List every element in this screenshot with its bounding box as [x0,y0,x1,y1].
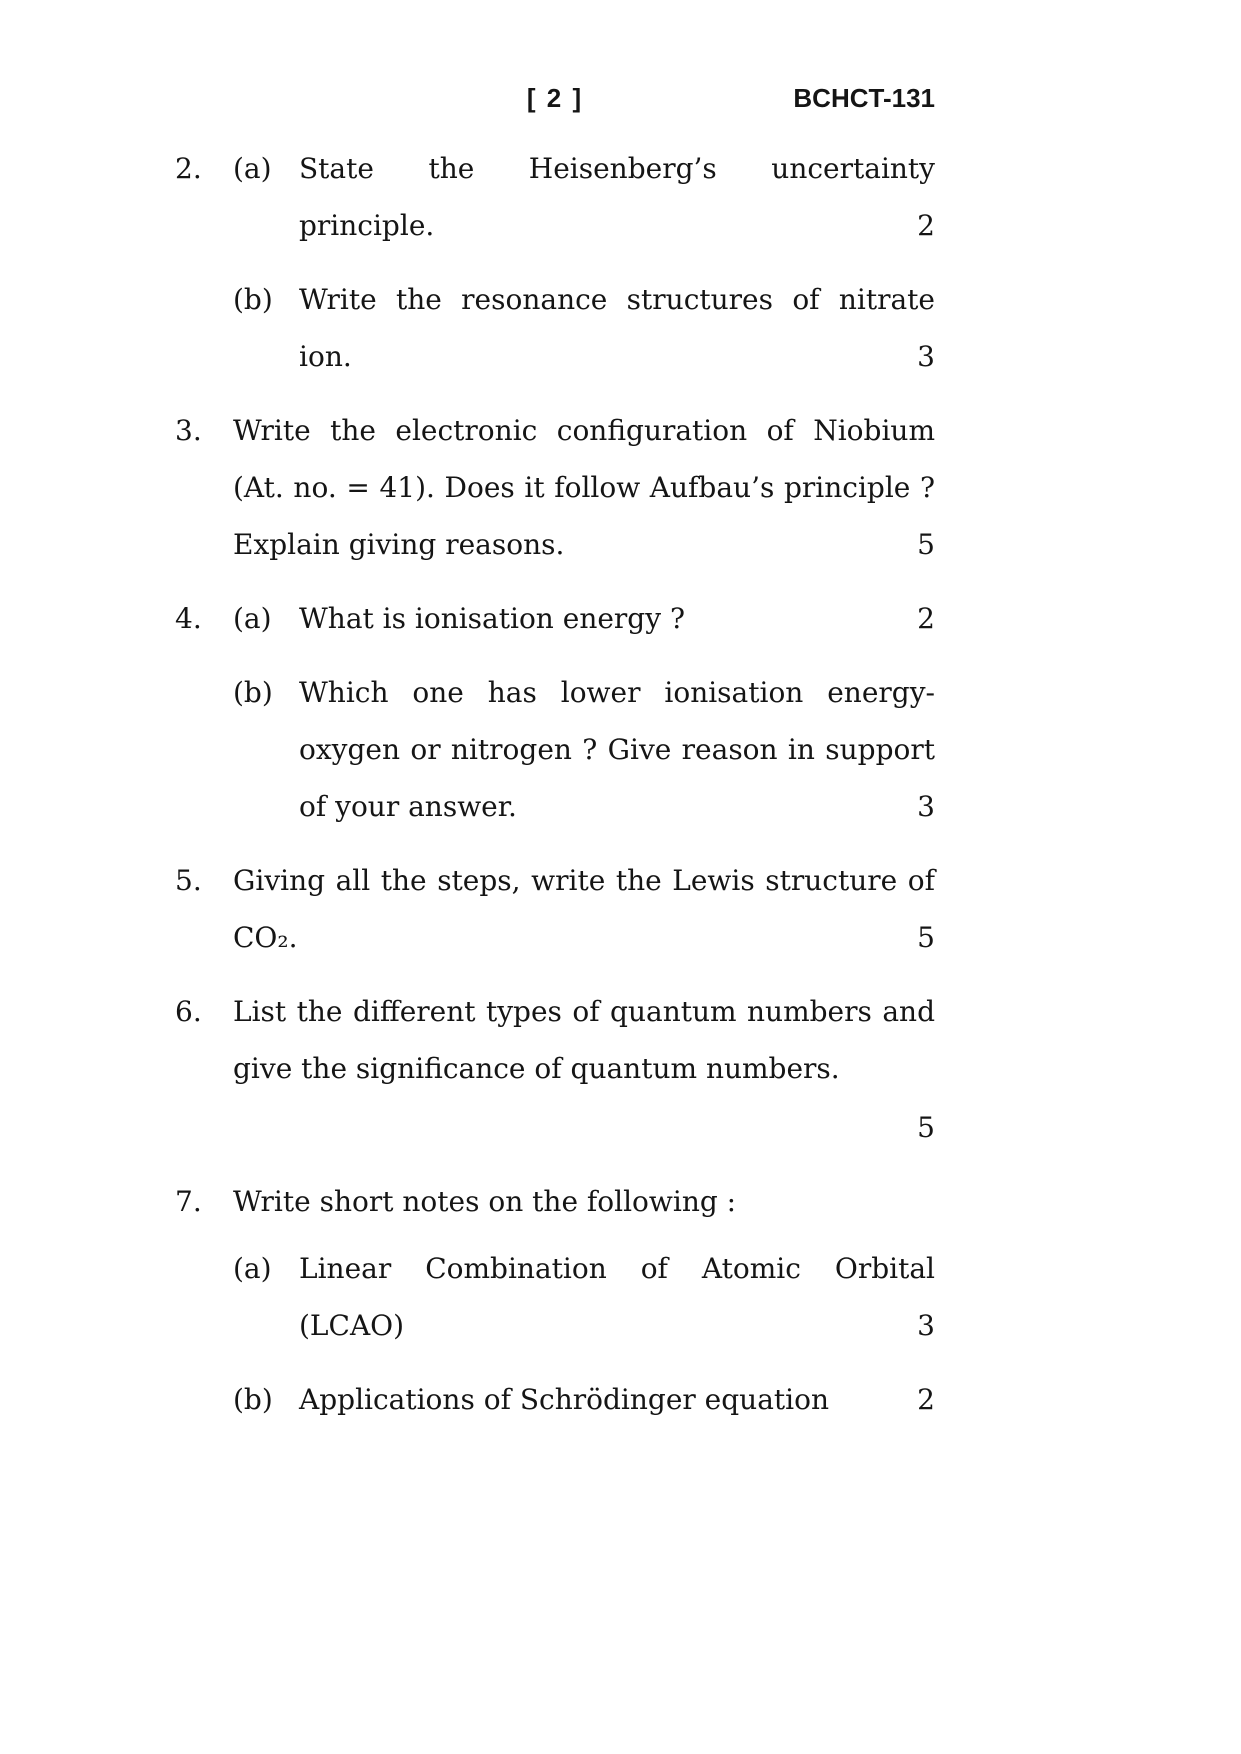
question-part [233,271,935,385]
question-text-content: List the different types of quantum numbers and give the significance of quantum numbers. [233,995,935,1085]
page-number: [ 2 ] [526,83,584,113]
marks-value: 3 [917,790,935,823]
question-number: 2. [175,152,202,185]
marks-value: 5 [917,921,935,954]
part-text-content: Write the resonance structures of nitrate ion. [299,283,935,373]
question-text [233,402,935,573]
question-body [233,983,935,1156]
question-body [233,140,935,385]
question-text-content: Write short notes on the following : [233,1185,737,1218]
part-text [299,590,935,647]
part-text-content: Which one has lower ionisation energy- oxygen or nitrogen ? Give reason in support of your answer. [299,676,935,823]
question-part [233,590,935,647]
question-body [233,402,935,573]
part-label: (b) [233,1383,273,1416]
question-7 [175,1173,935,1428]
part-text [299,664,935,835]
page-header [175,78,935,118]
course-code: BCHCT-131 [793,83,935,113]
question-list [175,140,935,1428]
marks-value: 2 [917,209,935,242]
part-text-content: State the Heisenberg’s uncertainty principle. [299,152,935,242]
question-text-content: Write the electronic configuration of Niobium (At. no. = 41). Does it follow Aufbau’s principle ? Explain giving reasons. [233,414,935,561]
part-label: (b) [233,676,273,709]
question-text [233,852,935,966]
question-5 [175,852,935,966]
question-part [233,664,935,835]
question-text [233,1173,935,1230]
marks-value: 2 [917,1383,935,1416]
question-part [233,140,935,254]
question-text-content: Giving all the steps, write the Lewis structure of CO₂. [233,864,935,954]
question-number: 6. [175,995,202,1028]
part-label: (a) [233,152,272,185]
question-body [233,590,935,835]
marks-value: 3 [917,1309,935,1342]
question-body [233,1173,935,1428]
part-label: (a) [233,602,272,635]
question-2 [175,140,935,385]
question-3 [175,402,935,573]
marks-value: 5 [917,1111,935,1144]
part-text-content: Linear Combination of Atomic Orbital (LCAO) [299,1252,935,1342]
question-4 [175,590,935,835]
part-text [299,1240,935,1354]
part-text [299,1371,935,1428]
part-label: (b) [233,283,273,316]
question-number: 5. [175,864,202,897]
question-number: 4. [175,602,202,635]
question-part [233,1240,935,1354]
question-part [233,1371,935,1428]
marks-value: 3 [917,340,935,373]
question-number: 3. [175,414,202,447]
marks-value: 5 [917,528,935,561]
question-text [233,983,935,1097]
part-label: (a) [233,1252,272,1285]
question-body [233,852,935,966]
question-number: 7. [175,1185,202,1218]
part-text-content: What is ionisation energy ? [299,602,685,635]
question-6 [175,983,935,1156]
marks-value: 2 [917,602,935,635]
part-text-content: Applications of Schrödinger equation [299,1383,829,1416]
part-text [299,140,935,254]
part-text [299,271,935,385]
